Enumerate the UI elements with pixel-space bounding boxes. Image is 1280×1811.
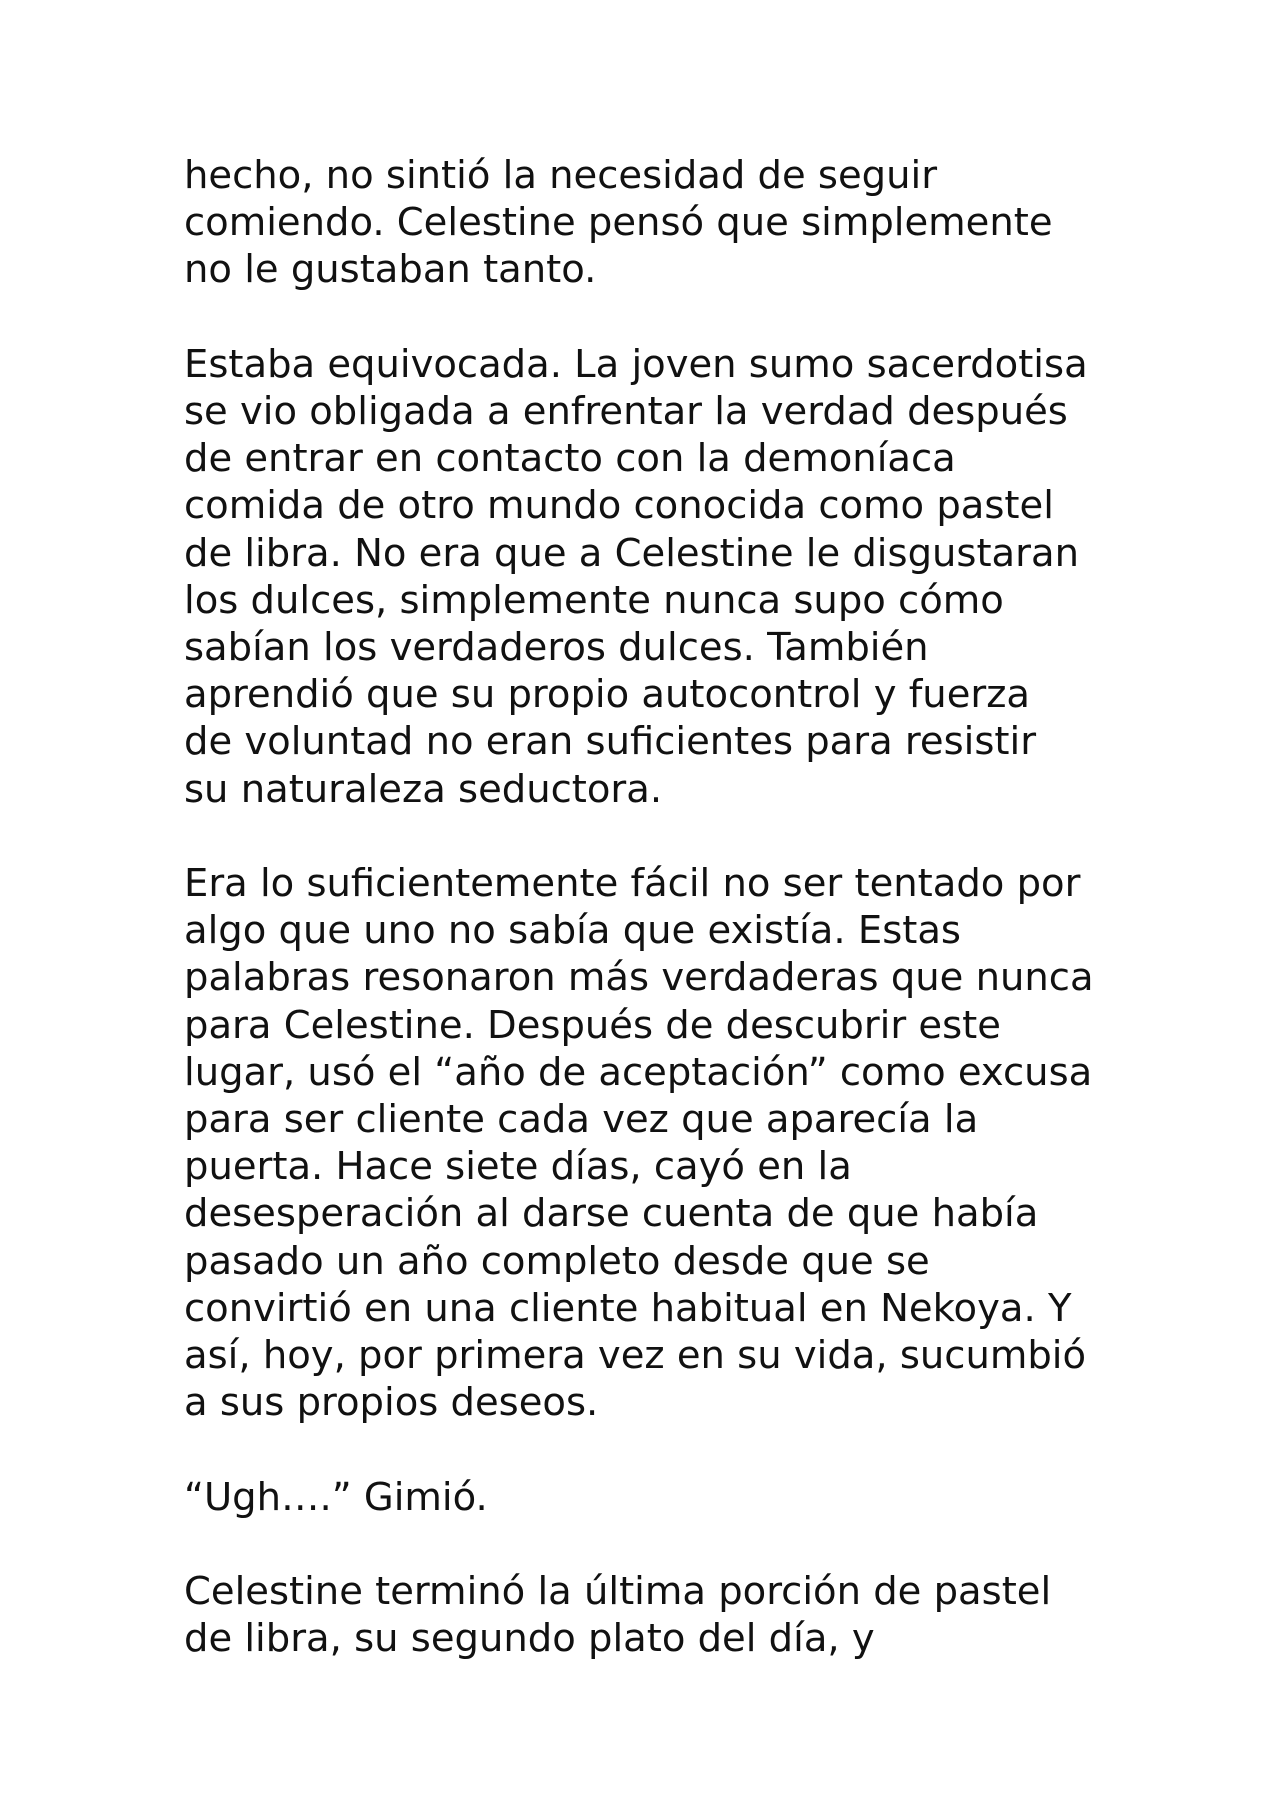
text-line: de libra, su segundo plato del día, y xyxy=(184,1616,875,1662)
paragraph-3 xyxy=(184,860,1124,1426)
text-line: de voluntad no eran suficientes para resistir xyxy=(184,719,1037,765)
text-line: Estaba equivocada. La joven sumo sacerdotisa xyxy=(184,341,1088,387)
text-line: para ser cliente cada vez que aparecía la xyxy=(184,1097,979,1143)
text-line: convirtió en una cliente habitual en Nekoya. Y xyxy=(184,1285,1072,1331)
text-line: para Celestine. Después de descubrir este xyxy=(184,1002,1001,1048)
text-line: comida de otro mundo conocida como pastel xyxy=(184,483,1054,529)
text-line: a sus propios deseos. xyxy=(184,1380,599,1426)
text-line: lugar, usó el “año de aceptación” como excusa xyxy=(184,1049,1093,1095)
paragraph-4 xyxy=(184,1474,1124,1521)
text-line: hecho, no sintió la necesidad de seguir xyxy=(184,153,938,198)
text-column xyxy=(184,152,1124,1710)
text-line: aprendió que su propio autocontrol y fuerza xyxy=(184,672,1031,718)
text-line: de libra. No era que a Celestine le disgustaran xyxy=(184,530,1079,576)
text-line: Era lo suficientemente fácil no ser tentado por xyxy=(184,861,1081,907)
text-line: palabras resonaron más verdaderas que nunca xyxy=(184,955,1094,1001)
text-line: algo que uno no sabía que existía. Estas xyxy=(184,908,961,954)
text-line: desesperación al darse cuenta de que había xyxy=(184,1191,1039,1237)
text-line: puerta. Hace siete días, cayó en la xyxy=(184,1144,852,1190)
text-line: así, hoy, por primera vez en su vida, sucumbió xyxy=(184,1333,1087,1379)
text-line: los dulces, simplemente nunca supo cómo xyxy=(184,577,1004,623)
text-line: su naturaleza seductora. xyxy=(184,766,663,812)
text-line: comiendo. Celestine pensó que simplemente xyxy=(184,200,1053,246)
text-line: “Ugh….” Gimió. xyxy=(184,1474,488,1520)
text-line: se vio obligada a enfrentar la verdad después xyxy=(184,389,1068,434)
text-line: sabían los verdaderos dulces. También xyxy=(184,625,929,671)
paragraph-5 xyxy=(184,1568,1124,1662)
text-line: no le gustaban tanto. xyxy=(184,247,597,293)
paragraph-2 xyxy=(184,341,1124,813)
text-line: de entrar en contacto con la demoníaca xyxy=(184,436,956,482)
paragraph-1 xyxy=(184,152,1124,294)
text-line: Celestine terminó la última porción de pastel xyxy=(184,1569,1052,1615)
text-line: pasado un año completo desde que se xyxy=(184,1238,930,1284)
